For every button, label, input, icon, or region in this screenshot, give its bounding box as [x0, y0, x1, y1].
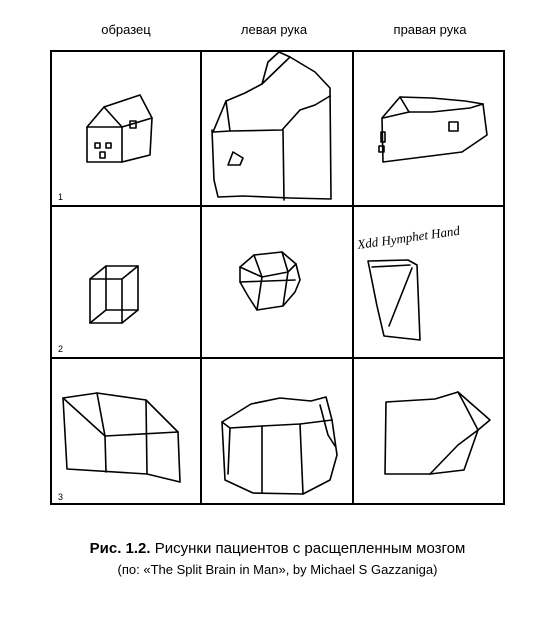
row-number-2: 2 [58, 344, 64, 354]
sample-house-drawing [87, 95, 152, 162]
figure-title: Рисунки пациентов с расщепленным мозгом [154, 540, 466, 557]
figure-source: (по: «The Split Brain in Man», by Michael S Gazzaniga) [117, 562, 438, 577]
handwriting-note: Xdd Hymphet Hand [356, 222, 461, 252]
column-header-sample: образец [101, 22, 151, 37]
right-hand-house-drawing [379, 97, 487, 162]
left-hand-cube-drawing [240, 252, 300, 310]
row-number-1: 1 [58, 192, 64, 202]
column-header-left-hand: левая рука [240, 22, 308, 37]
figure-caption [0, 540, 555, 557]
sample-box-drawing [63, 393, 180, 482]
right-hand-box-drawing [385, 392, 490, 474]
right-hand-cube-drawing [355, 223, 461, 340]
row-number-3: 3 [58, 492, 64, 502]
left-hand-box-drawing [222, 397, 337, 494]
figure-label: Рис. 1.2. [89, 540, 151, 557]
left-hand-house-drawing [212, 52, 331, 200]
column-header-right-hand: правая рука [393, 22, 467, 37]
sample-cube-drawing [90, 266, 138, 323]
